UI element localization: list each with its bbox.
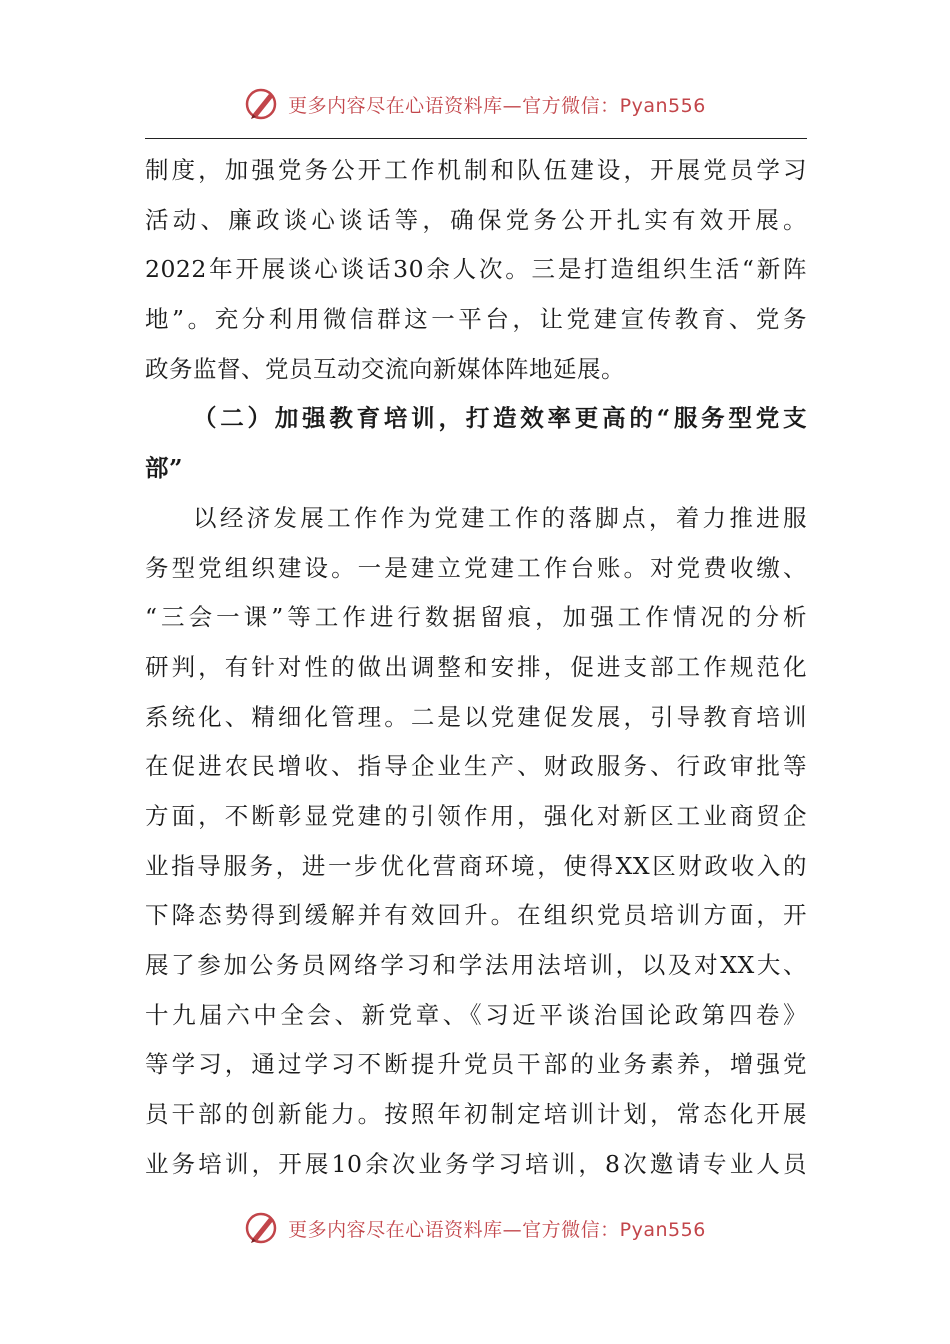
body-line: 下降态势得到缓解并有效回升。在组织党员培训方面，开: [145, 901, 807, 930]
body-line: 以经济发展工作作为党建工作的落脚点，着力推进服: [193, 503, 807, 532]
body-line: 研判，有针对性的做出调整和安排，促进支部工作规范化: [145, 652, 807, 681]
body-line: 地”。充分利用微信群这一平台，让党建宣传教育、党务: [145, 305, 807, 334]
body-line: 政务监督、党员互动交流向新媒体阵地延展。: [145, 354, 625, 383]
body-line: “三会一课”等工作进行数据留痕，加强工作情况的分析: [145, 603, 807, 632]
section-heading: （二）加强教育培训，打造效率更高的“服务型党支: [193, 404, 807, 433]
header-watermark: [0, 82, 950, 126]
body-line: 系统化、精细化管理。二是以党建促发展，引导教育培训: [145, 702, 807, 731]
header-divider: [145, 138, 807, 139]
body-line: 业务培训，开展10余次业务学习培训，8次邀请专业人员: [145, 1149, 807, 1178]
body-line: 务型党组织建设。一是建立党建工作台账。对党费收缴、: [145, 553, 807, 582]
section-heading-cont: 部”: [145, 454, 184, 483]
pen-logo-icon: [244, 86, 280, 122]
body-line: 制度，加强党务公开工作机制和队伍建设，开展党员学习: [145, 156, 807, 184]
body-line: 业指导服务，进一步优化营商环境，使得XX区财政收入的: [145, 851, 807, 880]
document-body: [145, 146, 807, 1189]
body-line: 2022年开展谈心谈话30余人次。三是打造组织生活“新阵: [145, 255, 807, 284]
body-line: 十九届六中全会、新党章、《习近平谈治国论政第四卷》: [145, 1000, 807, 1029]
body-line: 活动、廉政谈心谈话等，确保党务公开扎实有效开展。: [145, 205, 807, 234]
body-line: 员干部的创新能力。按照年初制定培训计划，常态化开展: [145, 1100, 807, 1129]
footer-watermark: [0, 1206, 950, 1250]
watermark-text: 更多内容尽在心语资料库—官方微信：Pyan556: [288, 1218, 706, 1241]
pen-logo-icon: [244, 1210, 280, 1246]
watermark-text: 更多内容尽在心语资料库—官方微信：Pyan556: [288, 94, 706, 117]
body-line: 等学习，通过学习不断提升党员干部的业务素养，增强党: [145, 1050, 807, 1079]
body-line: 方面，不断彰显党建的引领作用，强化对新区工业商贸企: [145, 801, 807, 830]
body-line: 在促进农民增收、指导企业生产、财政服务、行政审批等: [145, 752, 807, 781]
body-line: 展了参加公务员网络学习和学法用法培训，以及对XX大、: [145, 951, 807, 979]
